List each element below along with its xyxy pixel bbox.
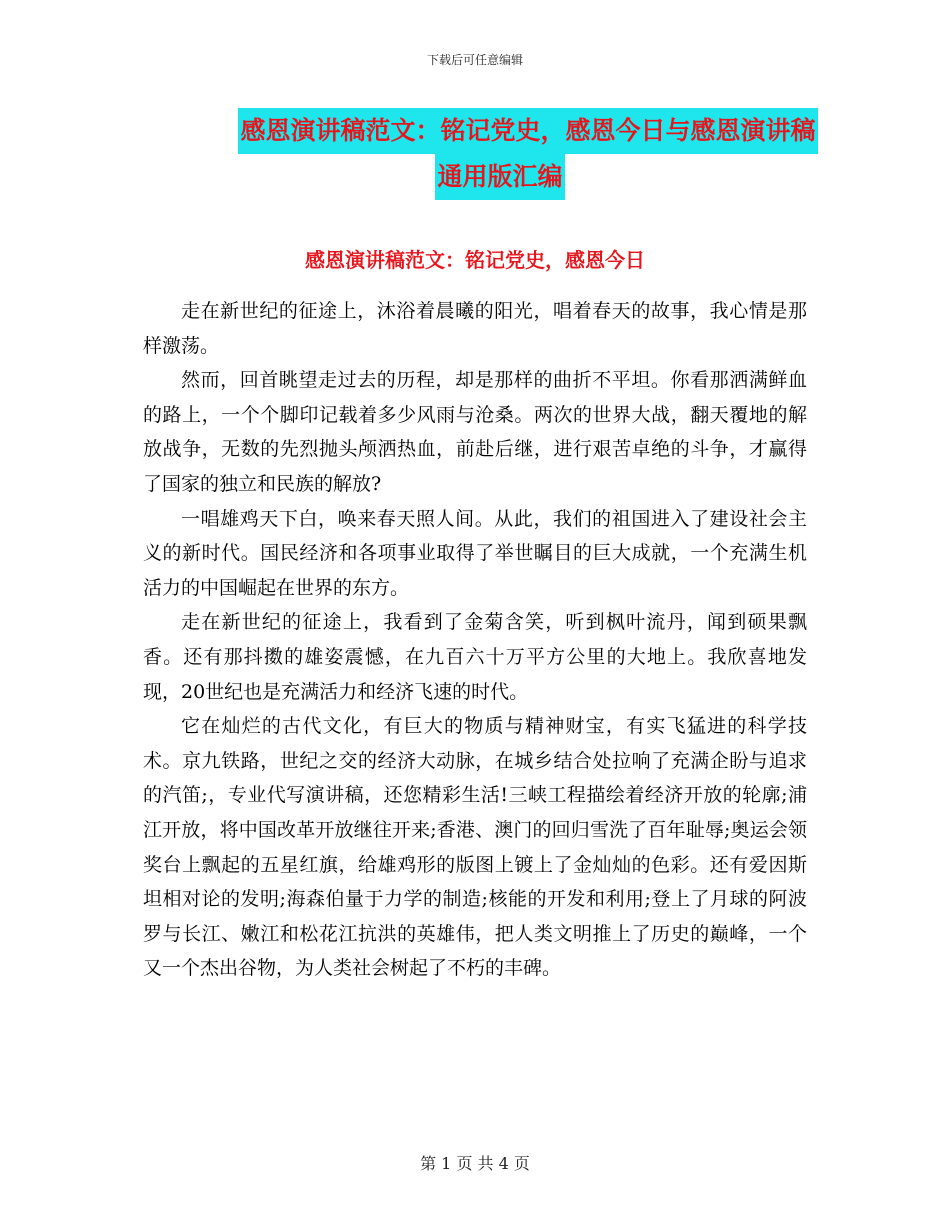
document-title [140, 108, 860, 200]
document-title-line-2: 通用版汇编 [435, 154, 564, 200]
page-header-note: 下载后可任意编辑 [426, 53, 523, 67]
paragraph: 一唱雄鸡天下白，唤来春天照人间。从此，我们的祖国进入了建设社会主义的新时代。国民经济和各项事业取得了举世瞩目的巨大成就，一个充满生机活力的中国崛起在世界的东方。 [143, 507, 807, 599]
page-number-footer: 第 1 页 共 4 页 [420, 1154, 530, 1173]
paragraph: 走在新世纪的征途上，我看到了金菊含笑，听到枫叶流丹，闻到硕果飘香。还有那抖擞的雄姿震憾，在九百六十万平方公里的大地上。我欣喜地发现，20世纪也是充满活力和经济飞速的时代。 [143, 611, 807, 703]
document-title-line-1: 感恩演讲稿范文：铭记党史，感恩今日与感恩演讲稿 [238, 108, 817, 154]
paragraph: 走在新世纪的征途上，沐浴着晨曦的阳光，唱着春天的故事，我心情是那样激荡。 [143, 300, 807, 357]
paragraph: 它在灿烂的古代文化，有巨大的物质与精神财宝，有实飞猛进的科学技术。京九铁路，世纪之交的经济大动脉，在城乡结合处拉响了充满企盼与追求的汽笛;，专业代写演讲稿，还您精彩生活!三峡工程描绘着经济开放的轮廓;浦江开放，将中国改革开放继往开来;香港、澳门的回归雪洗了百年耻辱;奥运会领奖台上飘起的五星红旗，给雄鸡形的版图上镀上了金灿灿的色彩。还有爱因斯坦相对论的发明;海森伯量于力学的制造;核能的开发和利用;登上了月球的阿波罗与长江、嫩江和松花江抗洪的英雄伟，把人类文明推上了历史的巅峰，一个又一个杰出谷物，为人类社会树起了不朽的丰碑。 [143, 715, 807, 980]
paragraph: 然而，回首眺望走过去的历程，却是那样的曲折不平坦。你看那洒满鲜血的路上，一个个脚印记载着多少风雨与沧桑。两次的世界大战，翻天覆地的解放战争，无数的先烈抛头颅洒热血，前赴后继，进行艰苦卓绝的斗争，才赢得了国家的独立和民族的解放? [143, 369, 807, 495]
section-subtitle: 感恩演讲稿范文：铭记党史，感恩今日 [305, 248, 645, 272]
document-body [143, 294, 807, 986]
